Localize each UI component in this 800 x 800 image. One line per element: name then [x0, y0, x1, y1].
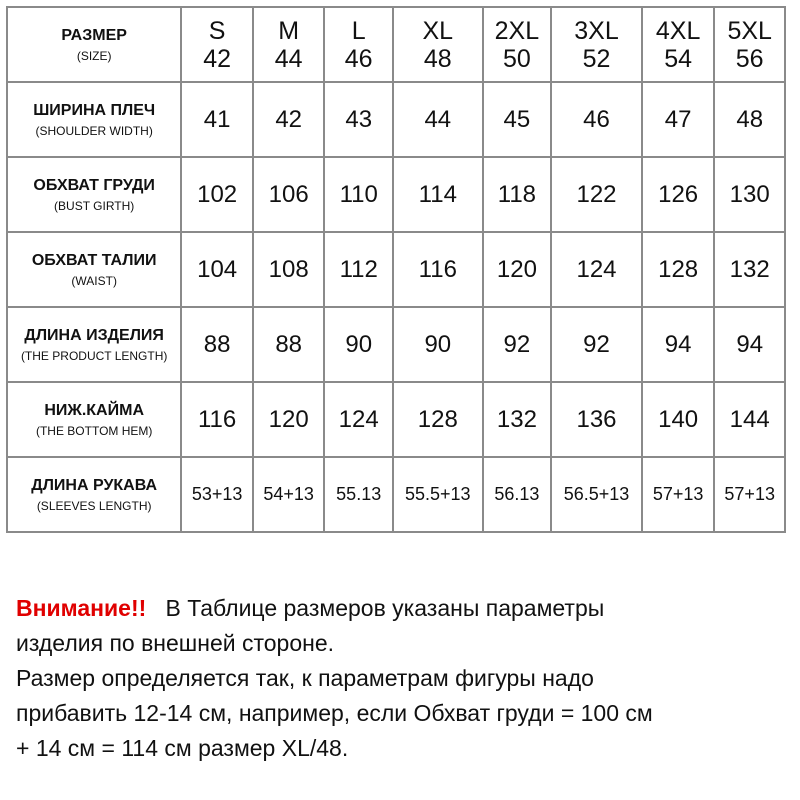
table-cell: 126 — [642, 157, 715, 232]
row-label-ru: ОБХВАТ ТАЛИИ — [31, 251, 157, 269]
row-label-cell — [7, 382, 181, 457]
table-cell: 55.5+13 — [393, 457, 483, 532]
table-cell: 120 — [483, 232, 552, 307]
table-cell: 140 — [642, 382, 715, 457]
row-label-cell — [7, 82, 181, 157]
size-number: 48 — [423, 44, 452, 73]
table-cell: 124 — [324, 382, 393, 457]
table-row-sleeves-length — [7, 457, 785, 532]
note-line-3: Размер определяется так, к параметрам фигуры надо — [16, 665, 594, 691]
table-cell: 43 — [324, 82, 393, 157]
table-cell: 136 — [551, 382, 642, 457]
table-cell: 53+13 — [181, 457, 253, 532]
table-cell: 57+13 — [714, 457, 785, 532]
note-text-1: В Таблице размеров указаны параметры — [165, 595, 605, 621]
table-cell: 42 — [253, 82, 325, 157]
table-cell: 124 — [551, 232, 642, 307]
table-cell: 128 — [393, 382, 483, 457]
table-cell: 114 — [393, 157, 483, 232]
table-row-product-length — [7, 307, 785, 382]
row-label-ru: ДЛИНА ИЗДЕЛИЯ — [24, 326, 164, 344]
table-cell: 90 — [393, 307, 483, 382]
table-cell: 45 — [483, 82, 552, 157]
row-label-en: (SLEEVES LENGTH) — [36, 498, 152, 513]
size-letter: XL — [422, 16, 454, 45]
table-cell: 56.13 — [483, 457, 552, 532]
table-cell: 120 — [253, 382, 325, 457]
table-cell: 88 — [253, 307, 325, 382]
row-label-en: (THE BOTTOM HEM) — [35, 423, 153, 438]
size-col-2xl — [483, 7, 552, 82]
table-cell: 47 — [642, 82, 715, 157]
size-letter: 4XL — [655, 16, 701, 45]
size-number: 46 — [344, 44, 373, 73]
table-cell: 88 — [181, 307, 253, 382]
table-cell: 130 — [714, 157, 785, 232]
table-row-bust-girth — [7, 157, 785, 232]
note-line-2: изделия по внешней стороне. — [16, 630, 335, 656]
table-cell: 118 — [483, 157, 552, 232]
size-col-3xl — [551, 7, 642, 82]
table-cell: 122 — [551, 157, 642, 232]
table-cell: 44 — [393, 82, 483, 157]
warning-label: Внимание!! — [16, 595, 147, 621]
size-letter: 5XL — [727, 16, 772, 45]
size-col-5xl — [714, 7, 785, 82]
note-line-5: + 14 см = 114 см размер XL/48. — [16, 735, 349, 761]
table-cell: 57+13 — [642, 457, 715, 532]
table-cell: 55.13 — [324, 457, 393, 532]
row-label-ru: ОБХВАТ ГРУДИ — [33, 176, 155, 194]
size-chart-table — [6, 6, 786, 533]
table-cell: 104 — [181, 232, 253, 307]
size-number: 42 — [203, 44, 232, 73]
table-cell: 116 — [393, 232, 483, 307]
table-cell: 106 — [253, 157, 325, 232]
table-cell: 102 — [181, 157, 253, 232]
table-cell: 112 — [324, 232, 393, 307]
size-col-xl — [393, 7, 483, 82]
size-letter: S — [208, 16, 226, 45]
row-label-en: (WAIST) — [71, 273, 117, 288]
table-cell: 46 — [551, 82, 642, 157]
table-row-shoulder-width — [7, 82, 785, 157]
table-cell: 41 — [181, 82, 253, 157]
size-col-4xl — [642, 7, 715, 82]
table-cell: 116 — [181, 382, 253, 457]
row-label-ru: НИЖ.КАЙМА — [44, 401, 144, 419]
size-number: 56 — [735, 44, 764, 73]
size-header-cell — [7, 7, 181, 82]
table-cell: 110 — [324, 157, 393, 232]
size-col-s — [181, 7, 253, 82]
row-label-cell — [7, 307, 181, 382]
size-letter: M — [278, 16, 300, 45]
header-row — [7, 7, 785, 82]
row-label-ru: ДЛИНА РУКАВА — [31, 476, 158, 494]
table-cell: 92 — [483, 307, 552, 382]
table-cell: 108 — [253, 232, 325, 307]
table-cell: 54+13 — [253, 457, 325, 532]
table-cell: 128 — [642, 232, 715, 307]
size-letter: 2XL — [494, 16, 540, 45]
size-label-en: (SIZE) — [76, 48, 112, 63]
row-label-ru: ШИРИНА ПЛЕЧ — [33, 101, 156, 119]
table-row-bottom-hem — [7, 382, 785, 457]
table-cell: 132 — [483, 382, 552, 457]
row-label-en: (BUST GIRTH) — [54, 198, 135, 213]
table-cell: 92 — [551, 307, 642, 382]
table-cell: 94 — [714, 307, 785, 382]
table-cell: 48 — [714, 82, 785, 157]
size-number: 50 — [502, 44, 531, 73]
table-cell: 132 — [714, 232, 785, 307]
row-label-cell — [7, 157, 181, 232]
size-letter: 3XL — [574, 16, 619, 45]
size-col-m — [253, 7, 325, 82]
table-cell: 144 — [714, 382, 785, 457]
row-label-cell — [7, 457, 181, 532]
size-letter: L — [351, 16, 366, 45]
table-cell: 90 — [324, 307, 393, 382]
note-line-4: прибавить 12-14 см, например, если Обхват груди = 100 см — [16, 700, 653, 726]
size-number: 52 — [582, 44, 611, 73]
size-number: 54 — [664, 44, 693, 73]
size-note — [16, 591, 791, 766]
table-row-waist — [7, 232, 785, 307]
row-label-en: (THE PRODUCT LENGTH) — [20, 348, 168, 363]
size-number: 44 — [274, 44, 303, 73]
row-label-en: (SHOULDER WIDTH) — [35, 123, 153, 138]
table-cell: 94 — [642, 307, 715, 382]
row-label-cell — [7, 232, 181, 307]
table-cell: 56.5+13 — [551, 457, 642, 532]
size-col-l — [324, 7, 393, 82]
size-label-ru: РАЗМЕР — [61, 26, 127, 44]
note-line-1 — [16, 591, 791, 626]
